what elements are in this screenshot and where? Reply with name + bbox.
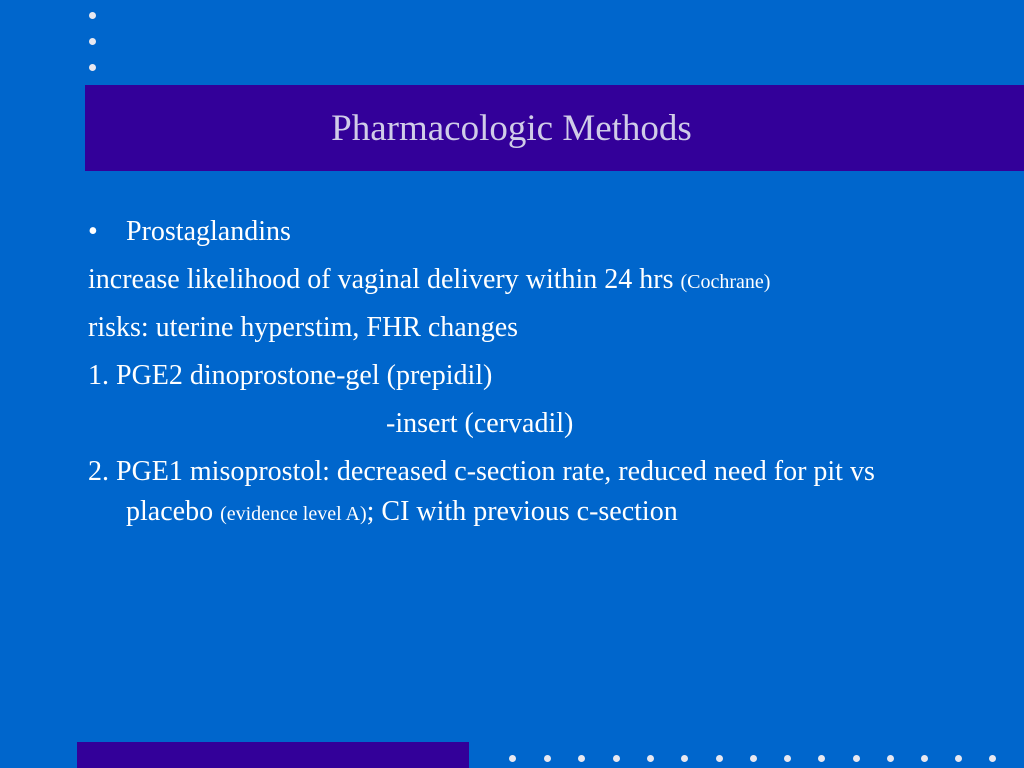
decorative-dot — [509, 755, 516, 762]
body-line-pge1 — [88, 452, 948, 534]
insert-text: -insert (cervadil) — [386, 408, 574, 439]
decorative-dot — [750, 755, 757, 762]
decorative-dot — [89, 38, 96, 45]
bullet-marker: • — [88, 216, 98, 247]
decorative-dot — [989, 755, 996, 762]
decorative-dot — [818, 755, 825, 762]
decorative-dot — [716, 755, 723, 762]
cochrane-note: (Cochrane) — [680, 271, 771, 293]
decorative-dot — [89, 12, 96, 19]
evidence-note: (evidence level A) — [220, 503, 367, 525]
decorative-dot — [681, 755, 688, 762]
decorative-dot — [613, 755, 620, 762]
decorative-dot — [853, 755, 860, 762]
pge1-ci-text: ; CI with previous c-section — [366, 496, 678, 527]
likelihood-text: increase likelihood of vaginal delivery within 24 hrs — [88, 264, 681, 295]
decorative-dot — [955, 755, 962, 762]
decorative-dot — [784, 755, 791, 762]
body-line-pge2 — [88, 356, 948, 404]
decorative-dot — [89, 64, 96, 71]
pge1-text: 2. PGE1 misoprostol: decreased c-section rate, reduced need for pit vs placebo — [88, 456, 875, 527]
decorative-dot — [647, 755, 654, 762]
decorative-dot — [578, 755, 585, 762]
body-line-risks — [88, 308, 948, 356]
bullet-label: Prostaglandins — [126, 216, 291, 247]
decorative-dot — [921, 755, 928, 762]
pge2-text: 1. PGE2 dinoprostone-gel (prepidil) — [88, 360, 493, 391]
decorative-dot — [887, 755, 894, 762]
decorative-dot — [544, 755, 551, 762]
bullet-item-prostaglandins — [88, 212, 948, 260]
bottom-bar — [77, 742, 469, 768]
risks-text: risks: uterine hyperstim, FHR changes — [88, 312, 519, 343]
slide-title: Pharmacologic Methods — [331, 108, 692, 149]
body-line-insert — [88, 404, 948, 452]
body-line-likelihood — [88, 260, 948, 308]
slide-body — [88, 212, 948, 534]
